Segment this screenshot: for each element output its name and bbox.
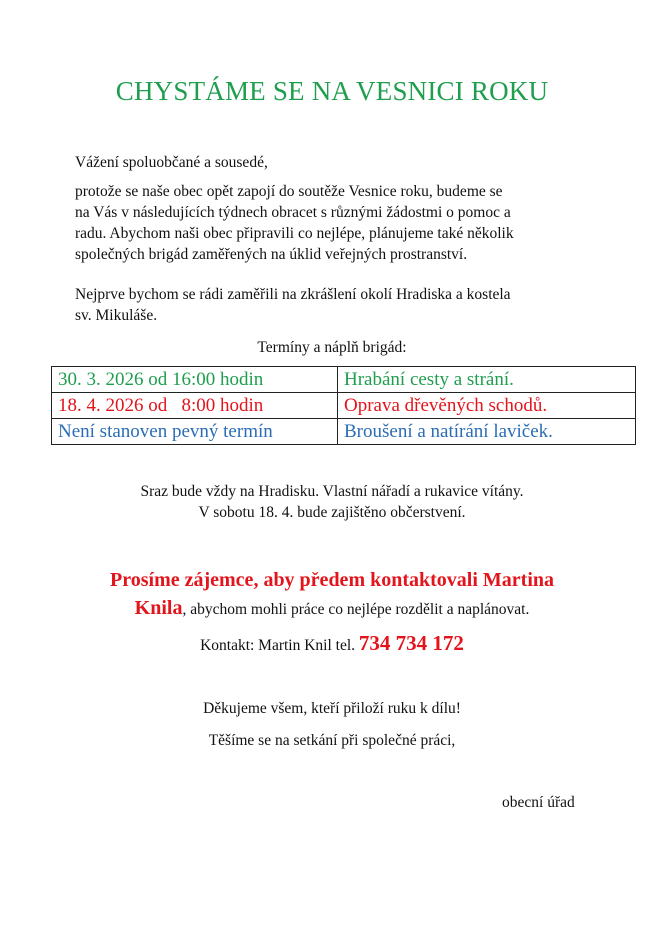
text-line: V sobotu 18. 4. bude zajištěno občerstvení. (198, 504, 466, 521)
brigade-task: Oprava dřevěných schodů. (338, 393, 636, 419)
paragraph-intro (75, 181, 595, 265)
greeting: Vážení spoluobčané a sousedé, (75, 154, 268, 171)
text-line: protože se naše obec opět zapojí do soutěže Vesnice roku, budeme se (75, 183, 503, 200)
contact-line (0, 630, 664, 659)
paragraph-focus (75, 284, 595, 326)
contact-name: Knila (134, 597, 183, 619)
request-line-2 (0, 594, 664, 624)
text-line: společných brigád zaměřených na úklid veřejných prostranství. (75, 246, 468, 263)
request-rest: , abychom mohli práce co nejlépe rozdělit a naplánovat. (182, 601, 530, 618)
text-line: Nejprve bychom se rádi zaměřili na zkrášlení okolí Hradiska a kostela (75, 286, 511, 303)
text-line: na Vás v následujících týdnech obracet s různými žádostmi o pomoc a (75, 204, 511, 221)
table-row (52, 393, 636, 419)
thanks-text: Děkujeme všem, kteří přiloží ruku k dílu! (203, 700, 461, 717)
request-paragraph (0, 566, 664, 624)
table-caption: Termíny a náplň brigád: (257, 339, 407, 356)
page-title: CHYSTÁME SE NA VESNICI ROKU (115, 76, 549, 106)
brigade-task: Hrabání cesty a strání. (338, 367, 636, 393)
text-line: Sraz bude vždy na Hradisku. Vlastní nářadí a rukavice vítány. (140, 483, 524, 500)
table-row (52, 367, 636, 393)
closing-text: Těšíme se na setkání při společné práci, (208, 732, 456, 749)
text-line: sv. Mikuláše. (75, 307, 158, 324)
brigade-date: Není stanoven pevný termín (52, 419, 338, 445)
brigade-task: Broušení a natírání laviček. (338, 419, 636, 445)
contact-label: Kontakt: Martin Knil tel. (200, 637, 359, 654)
text-line: radu. Abychom naši obec připravili co nejlépe, plánujeme také několik (75, 225, 514, 242)
brigade-schedule-table (51, 366, 636, 445)
brigade-date: 30. 3. 2026 od 16:00 hodin (52, 367, 338, 393)
signature: obecní úřad (502, 794, 575, 811)
table-row (52, 419, 636, 445)
request-line: Prosíme zájemce, aby předem kontaktovali Martina (110, 569, 554, 591)
meeting-info (0, 481, 664, 523)
brigade-date: 18. 4. 2026 od 8:00 hodin (52, 393, 338, 419)
phone-number: 734 734 172 (358, 631, 464, 655)
